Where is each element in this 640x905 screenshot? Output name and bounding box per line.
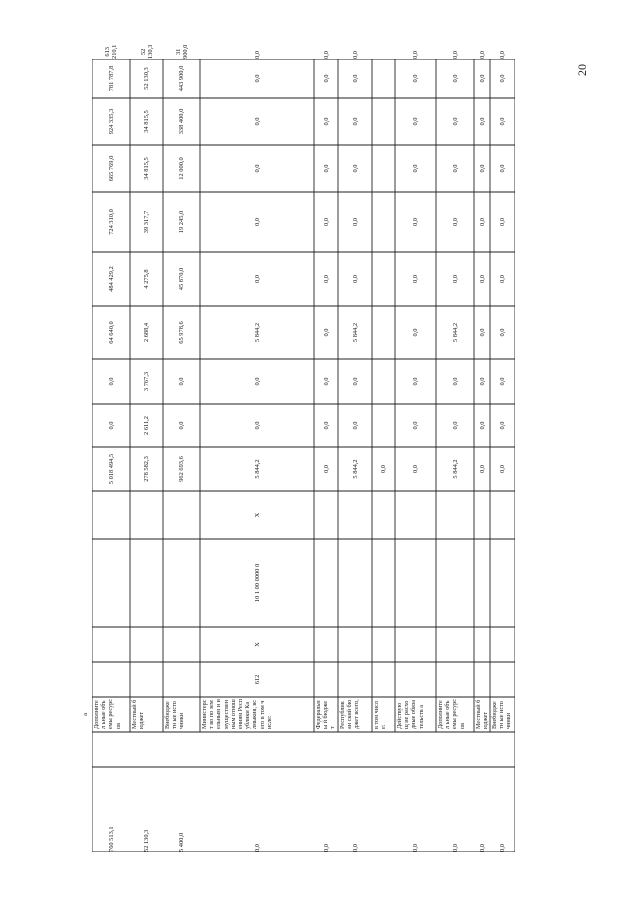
value-cell: 0,0 xyxy=(499,51,506,59)
value-cell: 0,0 xyxy=(322,117,330,126)
value-cell: 0,0 xyxy=(478,421,486,430)
value-cell: 0,0 xyxy=(451,51,459,59)
value-cell: 65 978,6 xyxy=(178,321,185,344)
value-cell: 0,0 xyxy=(107,421,115,430)
value-cell xyxy=(372,404,395,447)
value-cell: 0,0 xyxy=(351,74,359,83)
value-cell: 0,0 xyxy=(499,117,506,126)
value-cell: 0,0 xyxy=(478,275,486,283)
value-cell: 0,0 xyxy=(351,377,359,386)
row-label: Министерст во по земельным и имуществен ным отношениям Республики Калмыкия, всего в том числе: xyxy=(201,699,273,729)
row-code-3 xyxy=(395,539,436,627)
value-cell: 724 310,0 xyxy=(107,209,115,235)
row-code-2 xyxy=(338,627,372,662)
value-cell xyxy=(372,59,395,98)
row-code-3 xyxy=(130,539,163,627)
value-cell: 0,0 xyxy=(499,74,506,83)
value-cell: 0,0 xyxy=(253,117,261,126)
value-cell: 45 870,0 xyxy=(178,267,185,291)
value-cell: 0,0 xyxy=(451,74,459,83)
value-cell: 0,0 xyxy=(351,51,359,59)
value-cell: 443 900,0 xyxy=(178,65,185,92)
row-label: Дополнител ьные объемы ресурсов xyxy=(437,699,466,729)
value-cell: 0,0 xyxy=(478,844,486,852)
row-label: Действующ ие расходные обязательств а xyxy=(396,699,425,729)
row-code-4: X xyxy=(253,512,261,518)
value-cell: 0,0 xyxy=(412,74,419,83)
value-cell: 52 130,3 xyxy=(143,67,150,90)
value-cell: 0,0 xyxy=(499,377,506,386)
value-cell: 0,0 xyxy=(380,465,387,473)
value-cell: 0,0 xyxy=(253,51,261,59)
value-cell: 5 844,2 xyxy=(351,322,359,343)
row-code-1 xyxy=(436,662,474,697)
value-cell: 613 210,1 xyxy=(104,44,118,59)
value-cell: 0,0 xyxy=(412,465,419,473)
value-cell: 2 688,4 xyxy=(143,322,150,343)
row-code-3 xyxy=(314,539,338,627)
value-cell: 4 275,8 xyxy=(143,269,150,289)
value-cell: 0,0 xyxy=(478,218,486,226)
value-cell: 0,0 xyxy=(412,164,419,173)
row-code-2 xyxy=(92,627,130,662)
value-cell: 0,0 xyxy=(451,164,459,173)
row-code-1 xyxy=(490,662,515,697)
value-cell: 3 767,3 xyxy=(143,371,150,392)
value-cell: 0,0 xyxy=(451,117,459,126)
row-code-1 xyxy=(130,662,163,697)
value-cell: 0,0 xyxy=(351,275,359,283)
value-cell: 0,0 xyxy=(451,275,459,283)
value-cell xyxy=(372,145,395,192)
value-cell: 0,0 xyxy=(451,421,459,430)
value-cell: 52 130,3 xyxy=(143,829,150,852)
row-code-4 xyxy=(395,491,436,539)
value-cell: 0,0 xyxy=(499,218,506,226)
row-code-1 xyxy=(474,662,490,697)
row-code-3 xyxy=(163,539,200,627)
value-cell: 0,0 xyxy=(178,377,185,386)
value-cell: 484 429,2 xyxy=(107,266,115,292)
value-cell: 0,0 xyxy=(412,51,419,59)
value-cell: 0,0 xyxy=(412,844,419,852)
row-code-3 xyxy=(338,539,372,627)
row-code-3 xyxy=(372,539,395,627)
value-cell: 0,0 xyxy=(322,275,330,283)
row-label: Внебюджетн ые источники xyxy=(491,701,513,729)
value-cell: 0,0 xyxy=(499,465,506,473)
value-cell: 0,0 xyxy=(253,377,261,386)
value-cell: 0,0 xyxy=(351,844,359,852)
value-cell: 5 844,2 xyxy=(253,459,261,479)
value-cell: 0,0 xyxy=(478,164,486,173)
value-cell: 12 000,0 xyxy=(178,157,185,180)
value-cell: 0,0 xyxy=(107,377,115,386)
value-cell: 39 317,7 xyxy=(143,210,150,234)
value-cell: 760 513,1 xyxy=(107,826,115,852)
value-cell: 278 582,3 xyxy=(143,456,150,482)
value-cell: 338 400,0 xyxy=(178,108,185,135)
value-cell: 0,0 xyxy=(412,377,419,386)
row-code-4 xyxy=(338,491,372,539)
row-code-4 xyxy=(130,491,163,539)
value-cell: 0,0 xyxy=(478,51,486,59)
value-cell: 0,0 xyxy=(322,465,330,473)
value-cell: 0,0 xyxy=(253,844,261,852)
row-label: Дополнител ьные объемы ресурсов xyxy=(93,699,122,729)
value-cell: 0,0 xyxy=(478,117,486,126)
value-cell: 0,0 xyxy=(322,218,330,226)
row-code-2 xyxy=(395,627,436,662)
row-code-1 xyxy=(395,662,436,697)
value-cell: 0,0 xyxy=(351,218,359,226)
row-code-1 xyxy=(92,662,130,697)
row-code-2 xyxy=(372,627,395,662)
value-cell: 5 844,2 xyxy=(451,322,459,343)
value-cell: 0,0 xyxy=(478,465,486,473)
value-cell: 0,0 xyxy=(253,275,261,283)
value-cell: 19 245,0 xyxy=(178,210,185,234)
row-code-2: X xyxy=(253,642,261,647)
value-cell: 0,0 xyxy=(412,275,419,283)
value-cell: 0,0 xyxy=(253,164,261,173)
value-cell: 0,0 xyxy=(322,51,330,59)
row-code-2 xyxy=(130,627,163,662)
row-code-4 xyxy=(92,491,130,539)
row-code-3: 10 1 00 0000 0 xyxy=(253,563,261,603)
value-cell: 0,0 xyxy=(351,117,359,126)
value-cell xyxy=(372,359,395,404)
value-cell: 0,0 xyxy=(253,218,261,226)
value-cell: 0,0 xyxy=(322,421,330,430)
value-cell: 0,0 xyxy=(351,421,359,430)
value-cell: 962 693,6 xyxy=(178,456,185,482)
row-code-4 xyxy=(163,491,200,539)
value-cell: 5 018 494,5 xyxy=(107,453,115,485)
value-cell: 0,0 xyxy=(412,117,419,126)
value-cell: 52 130,3 xyxy=(139,44,154,59)
value-cell: 0,0 xyxy=(499,844,506,852)
row-code-1 xyxy=(314,662,338,697)
row-code-2 xyxy=(436,627,474,662)
value-cell: 0,0 xyxy=(178,421,185,430)
value-cell: 781 787,8 xyxy=(107,65,115,92)
value-cell xyxy=(372,192,395,252)
value-cell: 0,0 xyxy=(412,218,419,226)
row-code-1: 612 xyxy=(253,674,261,685)
value-cell: 0,0 xyxy=(412,328,419,337)
row-code-2 xyxy=(163,627,200,662)
value-cell xyxy=(372,252,395,306)
value-cell: 0,0 xyxy=(478,74,486,83)
value-cell xyxy=(372,306,395,359)
row-label: Местный бюджет xyxy=(131,699,146,729)
row-code-4 xyxy=(436,491,474,539)
row-code-2 xyxy=(474,627,490,662)
value-cell: 0,0 xyxy=(253,421,261,430)
value-cell: 2 611,2 xyxy=(143,416,150,435)
value-cell: 34 815,5 xyxy=(143,157,150,180)
value-cell: 0,0 xyxy=(322,328,330,337)
row-label: Внебюджетн ые источники xyxy=(164,701,186,729)
row-code-1 xyxy=(163,662,200,697)
row-code-4 xyxy=(372,491,395,539)
value-cell: 0,0 xyxy=(322,377,330,386)
value-cell: 0,0 xyxy=(478,377,486,386)
row-code-3 xyxy=(490,539,515,627)
row-code-3 xyxy=(92,539,130,627)
value-cell: 0,0 xyxy=(322,164,330,173)
page-number: 20 xyxy=(575,64,589,76)
value-cell: 0,0 xyxy=(451,844,459,852)
value-cell: 924 335,3 xyxy=(107,108,115,135)
value-cell: 5 844,2 xyxy=(351,459,359,479)
value-cell: 5 844,2 xyxy=(253,322,261,343)
row-code-3 xyxy=(474,539,490,627)
row-code-2 xyxy=(314,627,338,662)
value-cell: 34 815,5 xyxy=(143,110,150,133)
rotated-table xyxy=(81,44,515,852)
row-code-4 xyxy=(474,491,490,539)
value-cell: 0,0 xyxy=(451,377,459,386)
row-code-1 xyxy=(338,662,372,697)
value-cell: 5 844,2 xyxy=(451,459,459,479)
value-cell: 0,0 xyxy=(499,421,506,430)
value-cell: 31 900,0 xyxy=(174,44,189,59)
row-label: в том числе: xyxy=(373,701,388,729)
row-code-4 xyxy=(314,491,338,539)
value-cell: 0,0 xyxy=(499,275,506,283)
row-code-4 xyxy=(490,491,515,539)
value-cell: 5 400,0 xyxy=(178,832,185,852)
value-cell: 0,0 xyxy=(451,218,459,226)
row-code-2 xyxy=(490,627,515,662)
value-cell xyxy=(372,98,395,145)
row-label: Местный бюджет xyxy=(475,699,490,729)
value-cell: 0,0 xyxy=(351,164,359,173)
value-cell: 0,0 xyxy=(499,164,506,173)
row-label: Федеральны й бюджет xyxy=(315,700,337,729)
row-label: Республикан ский бюджет всего, xyxy=(339,699,361,729)
header-letter: а xyxy=(81,713,89,716)
row-code-1 xyxy=(372,662,395,697)
value-cell: 665 769,0 xyxy=(107,155,115,182)
value-cell: 0,0 xyxy=(253,74,261,83)
value-cell: 0,0 xyxy=(478,328,486,337)
value-cell: 0,0 xyxy=(412,421,419,430)
value-cell: 64 640,0 xyxy=(107,321,115,344)
value-cell: 0,0 xyxy=(322,844,330,852)
row-code-3 xyxy=(436,539,474,627)
value-cell: 0,0 xyxy=(322,74,330,83)
value-cell: 0,0 xyxy=(499,328,506,337)
